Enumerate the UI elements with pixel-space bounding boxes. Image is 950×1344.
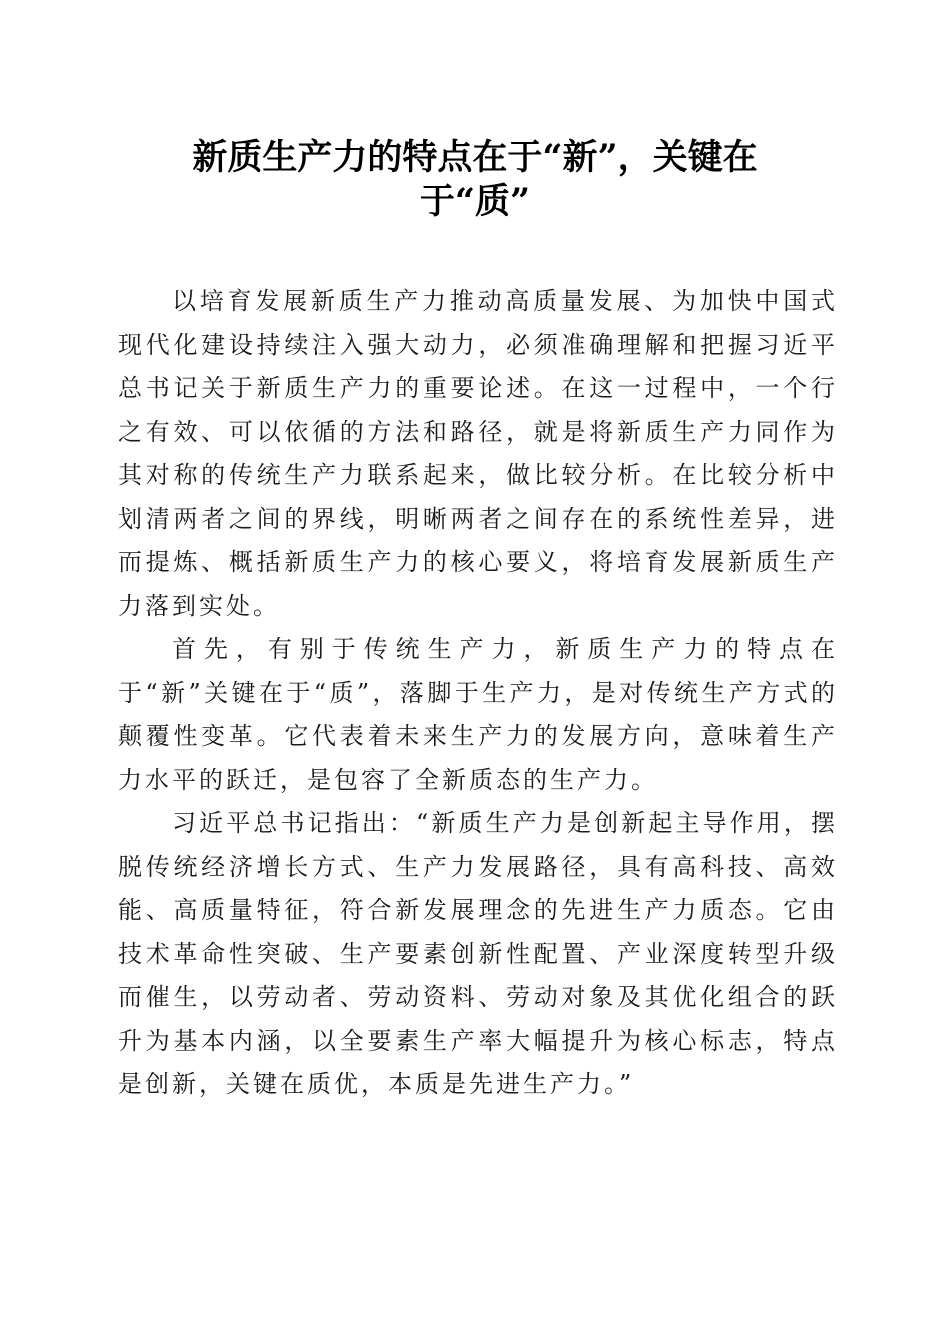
paragraph-2: 首先，有别于传统生产力，新质生产力的特点在于“新”关键在于“质”，落脚于生产力，是对传统生产方式的颠覆性变革。它代表着未来生产力的发展方向，意味着生产力水平的跃迁，是包容了全新质态的生产力。 [118,635,838,794]
paragraph-3: 习近平总书记指出：“新质生产力是创新起主导作用，摆脱传统经济增长方式、生产力发展路径，具有高科技、高效能、高质量特征，符合新发展理念的先进生产力质态。它由技术革命性突破、生产要素创新性配置、产业深度转型升级而催生，以劳动者、劳动资料、劳动对象及其优化组合的跃升为基本内涵，以全要素生产率大幅提升为核心标志，特点是创新，关键在质优，本质是先进生产力。” [118,809,838,1098]
title-line-1: 新质生产力的特点在于“新”，关键在 [192,137,758,178]
title-line-2: 于“质” [419,181,531,222]
paragraph-1: 以培育发展新质生产力推动高质量发展、为加快中国式现代化建设持续注入强大动力，必须准确理解和把握习近平总书记关于新质生产力的重要论述。在这一过程中，一个行之有效、可以依循的方法和路径，就是将新质生产力同作为其对称的传统生产力联系起来，做比较分析。在比较分析中划清两者之间的界线，明晰两者之间存在的系统性差异，进而提炼、概括新质生产力的核心要义，将培育发展新质生产力落到实处。 [118,287,838,620]
document-title [120,136,830,224]
document-body [118,280,838,1107]
